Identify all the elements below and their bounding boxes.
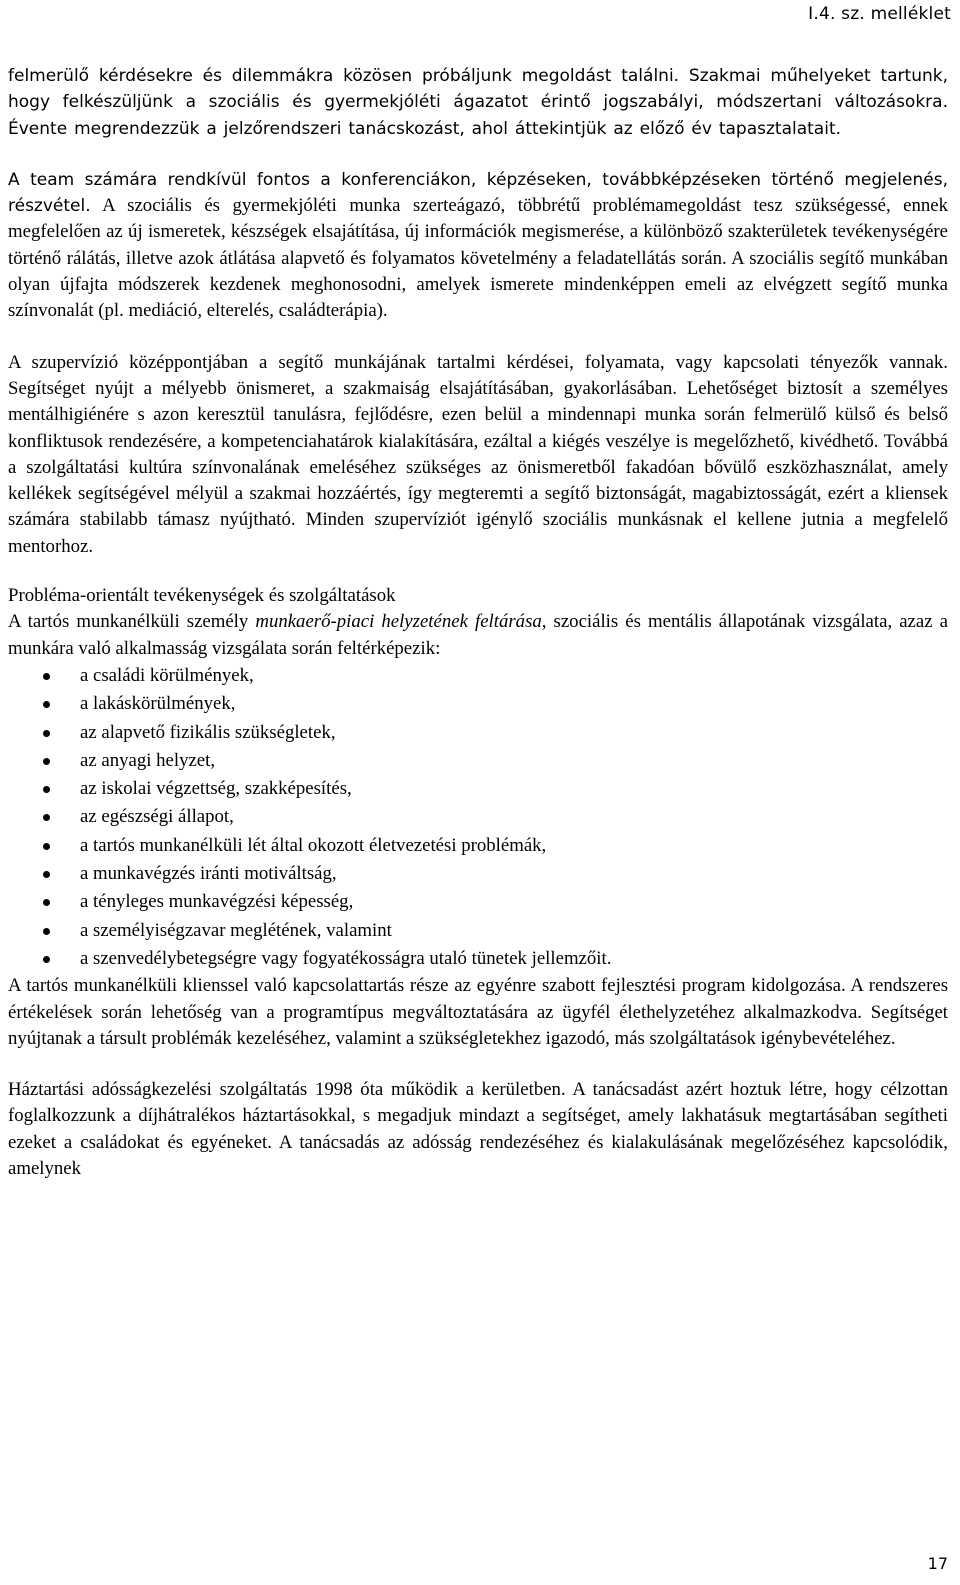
paragraph-client-contact: A tartós munkanélküli klienssel való kapcsolattartás része az egyénre szabott fejlesztési program kidolgozása. A rendszeres értékelések során lehetőség van a programtípus megváltoztatására az ügyfél élethelyzetéhez alkalmazkodva. Segítséget nyújtanak a társult problémák kezeléséhez, valamint a szükségletekhez igazodó, más szolgáltatások igénybevételéhez. (8, 975, 948, 1049)
assessment-list (8, 662, 948, 973)
section-heading: Probléma-orientált tevékenységek és szolgáltatások (8, 585, 396, 607)
list-item: a lakáskörülmények, (8, 690, 948, 718)
list-item: az alapvető fizikális szükségletek, (8, 719, 948, 747)
paragraph-intro (8, 609, 948, 662)
paragraph-training (8, 167, 948, 325)
paragraph-debt-management: Háztartási adósságkezelési szolgáltatás 1998 óta működik a kerületben. A tanácsadást azért hoztuk létre, hogy célzottan foglalkozzunk a díjhátralékos háztartásokkal, s megadjuk mindazt a segítséget, amely lakhatásuk megtartásában segítheti ezeket a családokat és egyéneket. A tanácsadás az adósság rendezéséhez és kialakulásának megelőzéséhez kapcsolódik, amelynek (8, 1079, 948, 1179)
list-item: a tényleges munkavégzési képesség, (8, 888, 948, 916)
intro-before: A tartós munkanélküli személy (8, 611, 256, 633)
document-header-label: I.4. sz. melléklet (808, 4, 951, 24)
list-item: a szenvedélybetegségre vagy fogyatékosságra utaló tünetek jellemzőit. (8, 945, 948, 973)
list-item: a munkavégzés iránti motiváltság, (8, 860, 948, 888)
page-number: 17 (927, 1554, 948, 1573)
list-item: az iskolai végzettség, szakképesítés, (8, 775, 948, 803)
paragraph-supervision: A szupervízió középpontjában a segítő munkájának tartalmi kérdései, folyamata, vagy kapcsolati tényezők vannak. Segítséget nyújt a mélyebb önismeret, a szakmaiság elsajátításában, gyakorlásában. Lehetőséget biztosít a személyes mentálhigiénére s azon keresztül tanulásra, fejlődésre, ezen belül a mindennapi munka során felmerülő külső és belső konfliktusok rendezésére, a kompetenciahatárok kialakítására, ezáltal a kiégés veszélye is megelőzhető, kivédhető. Továbbá a szolgáltatási kultúra színvonalának emeléséhez szükséges az önismeretből fakadóan bővülő eszközhasználat, amely kellékek segítségével mélyül a szakmai hozzáértés, így megteremti a segítő biztonságát, magabiztosságát, ezért a kliensek számára stabilabb támasz nyújtható. Minden szupervíziót igénylő szociális munkásnak el kellene jutnia a megfelelő mentorhoz. (8, 351, 948, 557)
list-item: a családi körülmények, (8, 662, 948, 690)
intro-after: , szociális és mentális állapotának vizsgálata, azaz a munkára való alkalmasság vizsgálata során feltérképezik: (8, 611, 948, 659)
list-item: az egészségi állapot, (8, 803, 948, 831)
list-item: a tartós munkanélküli lét által okozott életvezetési problémák, (8, 832, 948, 860)
paragraph-training-serif-part: A szociális és gyermekjóléti munka szerteágazó, többrétű problémamegoldást tesz szükségessé, ennek megfelelően az új ismeretek, készségek elsajátítása, új információk megismerése, a különböző szakterületek tevékenységére történő rálátás, illetve azok átlátása alapvető és folyamatos követelmény a feladatellátás során. A szociális segítő munkában olyan újfajta módszerek kezdenek meghonosodni, amelyek ismerete mindenképpen emeli az elvégzett segítő munka színvonalát (pl. mediáció, elterelés, családterápia). (8, 195, 948, 322)
document-body (8, 63, 948, 1182)
list-item: az anyagi helyzet, (8, 747, 948, 775)
paragraph-workshops: felmerülő kérdésekre és dilemmákra közösen próbáljunk megoldást találni. Szakmai műhelyeket tartunk, hogy felkészüljünk a szociális és gyermekjóléti ágazatot érintő jogszabályi, módszertani változásokra. Évente megrendezzük a jelzőrendszeri tanácskozást, ahol áttekintjük az előző év tapasztalatait. (8, 66, 948, 139)
intro-italic: munkaerő-piaci helyzetének feltárása (255, 611, 542, 633)
list-item: a személyiségzavar meglétének, valamint (8, 917, 948, 945)
paragraph-training-sans-part: A team számára rendkívül fontos a konferenciákon, képzéseken, továbbképzéseken történő megjelenés, részvétel. (8, 169, 948, 217)
